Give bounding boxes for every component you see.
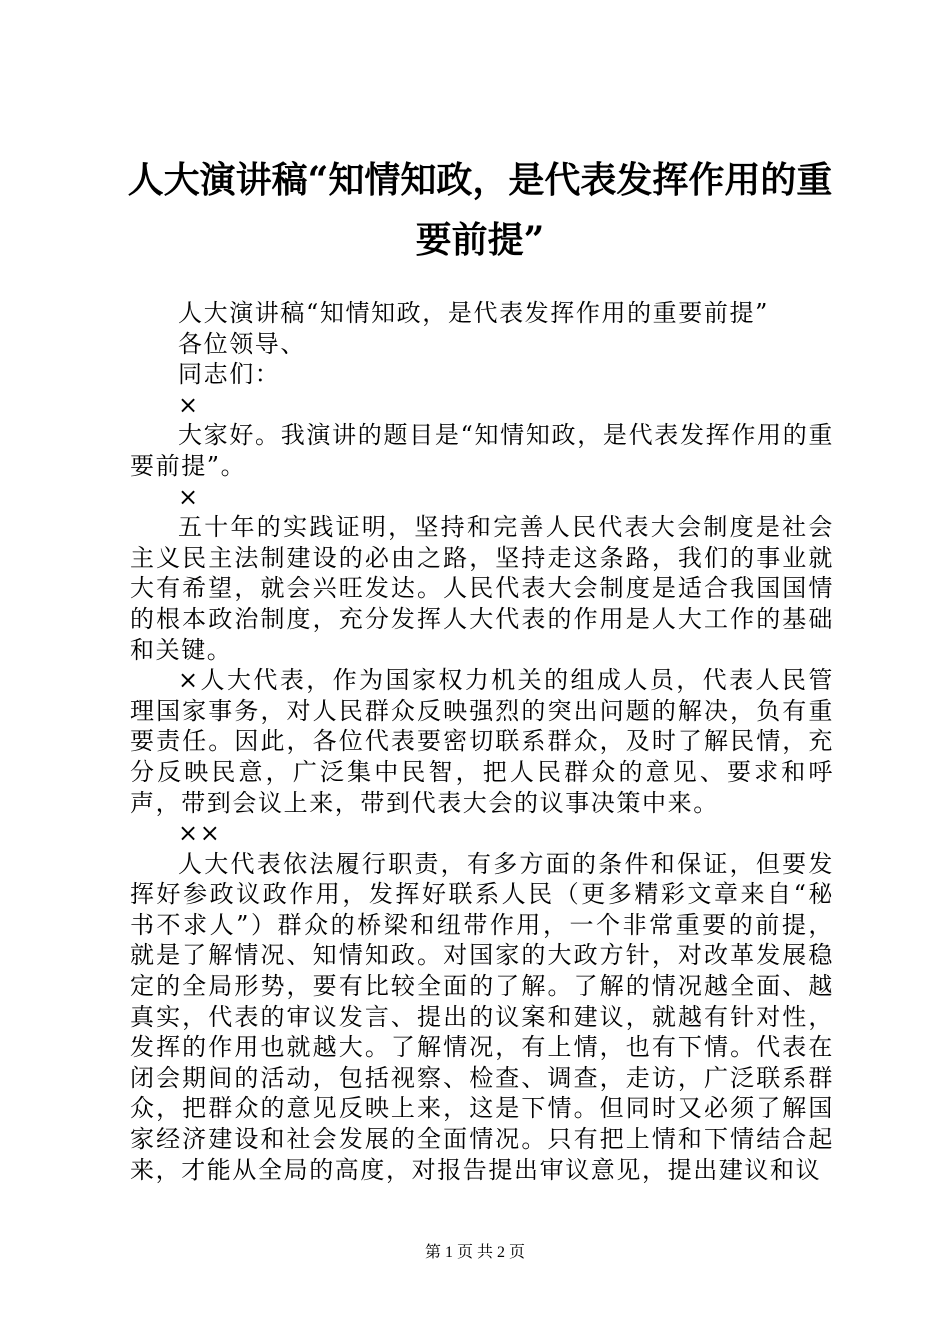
paragraph-body: 五十年的实践证明，坚持和完善人民代表大会制度是社会主义民主法制建设的必由之路，坚持走这条路，我们的事业就大有希望，就会兴旺发达。人民代表大会制度是适合我国国情的根本政治制度，充分发挥人大代表的作用是人大工作的基础和关键。 <box>130 513 834 664</box>
document-title <box>120 150 840 270</box>
paragraph-mark: × <box>178 390 200 419</box>
page-footer: 第 1 页 共 2 页 <box>424 1244 525 1261</box>
paragraph-subtitle: 人大演讲稿“知情知政，是代表发挥作用的重要前提” <box>178 299 769 327</box>
paragraph-body: 人大代表依法履行职责，有多方面的条件和保证，但要发挥好参政议政作用，发挥好联系人民（更多精彩文章来自“秘书不求人”）群众的桥梁和纽带作用，一个非常重要的前提，就是了解情况、知情知政。对国家的大政方针，对改革发展稳定的全局形势，要有比较全面的了解。了解的情况越全面、越真实，代表的审议发言、提出的议案和建议，就越有针对性，发挥的作用也就越大。了解情况，有上情，也有下情。代表在闭会期间的活动，包括视察、检查、调查，走访，广泛联系群众，把群众的意见反映上来，这是下情。但同时又必须了解国家经济建设和社会发展的全面情况。只有把上情和下情结合起来，才能从全局的高度，对报告提出审议意见，提出建议和议 <box>130 849 834 1184</box>
paragraph-mark: × <box>178 482 200 511</box>
paragraph-body: ×人大代表，作为国家权力机关的组成人员，代表人民管理国家事务，对人民群众反映强烈的突出问题的解决，负有重要责任。因此，各位代表要密切联系群众，及时了解民情，充分反映民意，广泛集中民智，把人民群众的意见、要求和呼声，带到会议上来，带到代表大会的议事决策中来。 <box>130 666 834 817</box>
paragraph-salutation-1: 各位领导、 <box>178 329 306 358</box>
paragraph-greeting: 大家好。我演讲的题目是“知情知政，是代表发挥作用的重要前提”。 <box>130 421 834 480</box>
title-line-1: 人大演讲稿“知情知政，是代表发挥作用的重 <box>127 159 833 201</box>
document-body <box>130 298 834 1185</box>
title-line-2: 要前提” <box>415 219 545 261</box>
paragraph-mark: ×× <box>178 819 222 848</box>
paragraph-salutation-2: 同志们： <box>178 360 281 389</box>
